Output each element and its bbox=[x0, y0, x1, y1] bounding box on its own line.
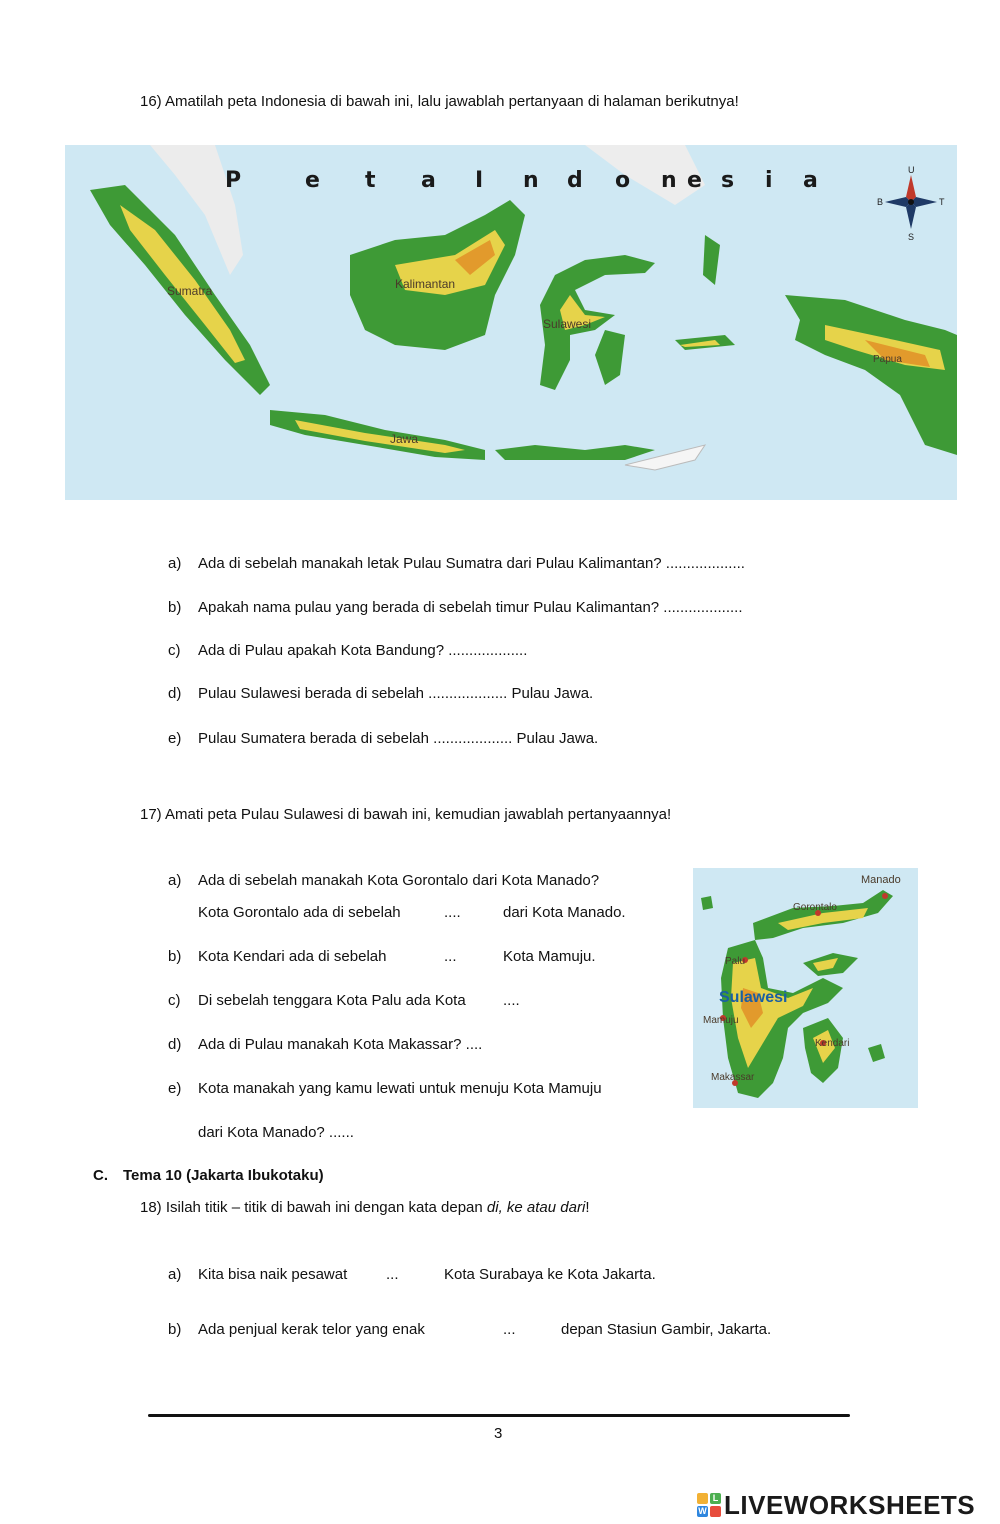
q17-b-post: Kota Mamuju. bbox=[503, 948, 596, 965]
q17-c-blank[interactable]: .... bbox=[503, 992, 520, 1009]
q18-b-post: depan Stasiun Gambir, Jakarta. bbox=[561, 1321, 772, 1338]
title-letter: e bbox=[305, 168, 320, 193]
q16-item-a: a) Ada di sebelah manakah letak Pulau Sumatra dari Pulau Kalimantan? ................... bbox=[168, 555, 745, 572]
title-letter: P bbox=[225, 168, 242, 193]
label-sumatra: Sumatra bbox=[167, 284, 213, 298]
title-letter: o bbox=[615, 168, 631, 193]
section-c-label: C. bbox=[93, 1167, 108, 1184]
title-letter: s bbox=[721, 168, 735, 193]
label-gorontalo: Gorontalo bbox=[793, 902, 837, 913]
city-dot-manado bbox=[882, 893, 888, 899]
q17-item-e: e) Kota manakah yang kamu lewati untuk menuju Kota Mamuju bbox=[168, 1080, 602, 1097]
q18-prompt-pre: Isilah titik – titik di bawah ini dengan kata depan bbox=[165, 1199, 487, 1216]
small-island bbox=[701, 896, 713, 910]
q18-a-post: Kota Surabaya ke Kota Jakarta. bbox=[444, 1266, 656, 1283]
title-letter: d bbox=[567, 168, 583, 193]
q16-item-b: b) Apakah nama pulau yang berada di sebelah timur Pulau Kalimantan? ................... bbox=[168, 599, 743, 616]
title-letter: n bbox=[661, 168, 677, 193]
compass-west: B bbox=[877, 197, 884, 207]
q18-prompt-line bbox=[140, 1199, 589, 1216]
q18-b-blank[interactable]: ... bbox=[503, 1321, 516, 1338]
q18-number: 18) bbox=[140, 1199, 162, 1216]
q17-item-a-answer: Kota Gorontalo ada di sebelah bbox=[198, 904, 401, 921]
label-kendari: Kendari bbox=[815, 1038, 850, 1049]
compass-north: U bbox=[908, 165, 915, 175]
title-letter: t bbox=[365, 168, 376, 193]
title-letter: a bbox=[421, 168, 436, 193]
label-palu: Palu bbox=[725, 956, 746, 967]
q17-item-a: a) Ada di sebelah manakah Kota Gorontalo dari Kota Manado? bbox=[168, 872, 600, 889]
title-letter: a bbox=[803, 168, 818, 193]
q17-a-blank[interactable]: .... bbox=[444, 904, 461, 921]
q16-number: 16) bbox=[140, 93, 162, 110]
q17-item-b: b) Kota Kendari ada di sebelah bbox=[168, 948, 387, 965]
q17-item-d: d) Ada di Pulau manakah Kota Makassar? .... bbox=[168, 1036, 483, 1053]
q17-item-c: c) Di sebelah tenggara Kota Palu ada Kota bbox=[168, 992, 466, 1009]
label-mamuju: Mamuju bbox=[703, 1015, 739, 1026]
liveworksheets-logo-icon: L W bbox=[697, 1493, 721, 1517]
q18-prompt-post: ! bbox=[585, 1199, 590, 1216]
q18-item-a: a) Kita bisa naik pesawat bbox=[168, 1266, 348, 1283]
section-c-heading bbox=[93, 1167, 324, 1184]
label-kalimantan: Kalimantan bbox=[395, 277, 456, 291]
label-sulawesi-small: Sulawesi bbox=[719, 989, 788, 1006]
q18-prompt-italic: di, ke atau dari bbox=[486, 1199, 586, 1216]
q16-prompt: Amatilah peta Indonesia di bawah ini, lalu jawablah pertanyaan di halaman berikutnya! bbox=[165, 93, 739, 110]
brand-name: LIVEWORKSHEETS bbox=[724, 1489, 976, 1520]
q16-item-e: e) Pulau Sumatera berada di sebelah ................... Pulau Jawa. bbox=[168, 730, 599, 747]
q16-item-d: d) Pulau Sulawesi berada di sebelah ................... Pulau Jawa. bbox=[168, 685, 594, 702]
liveworksheets-brand bbox=[697, 1490, 975, 1520]
q18-item-b: b) Ada penjual kerak telor yang enak bbox=[168, 1321, 425, 1338]
label-sulawesi: Sulawesi bbox=[543, 317, 592, 331]
footer-divider bbox=[148, 1414, 850, 1417]
title-letter: e bbox=[687, 168, 702, 193]
q17-a-post: dari Kota Manado. bbox=[503, 904, 626, 921]
indonesia-map bbox=[65, 145, 957, 500]
compass-east: T bbox=[939, 197, 945, 207]
label-manado: Manado bbox=[861, 874, 901, 886]
q17-number: 17) bbox=[140, 806, 162, 823]
q17-item-e-line2: dari Kota Manado? ...... bbox=[198, 1124, 354, 1141]
q16-prompt-line bbox=[140, 93, 739, 110]
label-jawa: Jawa bbox=[390, 432, 419, 446]
q17-b-blank[interactable]: ... bbox=[444, 948, 457, 965]
compass-south: S bbox=[908, 232, 915, 242]
label-papua: Papua bbox=[873, 354, 902, 365]
q17-prompt-line bbox=[140, 806, 671, 823]
title-letter: n bbox=[523, 168, 539, 193]
sulawesi-map bbox=[693, 868, 918, 1108]
label-makassar: Makassar bbox=[711, 1072, 755, 1083]
q17-prompt: Amati peta Pulau Sulawesi di bawah ini, kemudian jawablah pertanyaannya! bbox=[165, 806, 672, 823]
title-letter: i bbox=[765, 168, 773, 193]
page-number: 3 bbox=[494, 1425, 503, 1442]
q18-a-blank[interactable]: ... bbox=[386, 1266, 399, 1283]
title-letter: I bbox=[475, 168, 484, 193]
q16-item-c: c) Ada di Pulau apakah Kota Bandung? ................... bbox=[168, 642, 528, 659]
section-c-title: Tema 10 (Jakarta Ibukotaku) bbox=[123, 1167, 324, 1184]
